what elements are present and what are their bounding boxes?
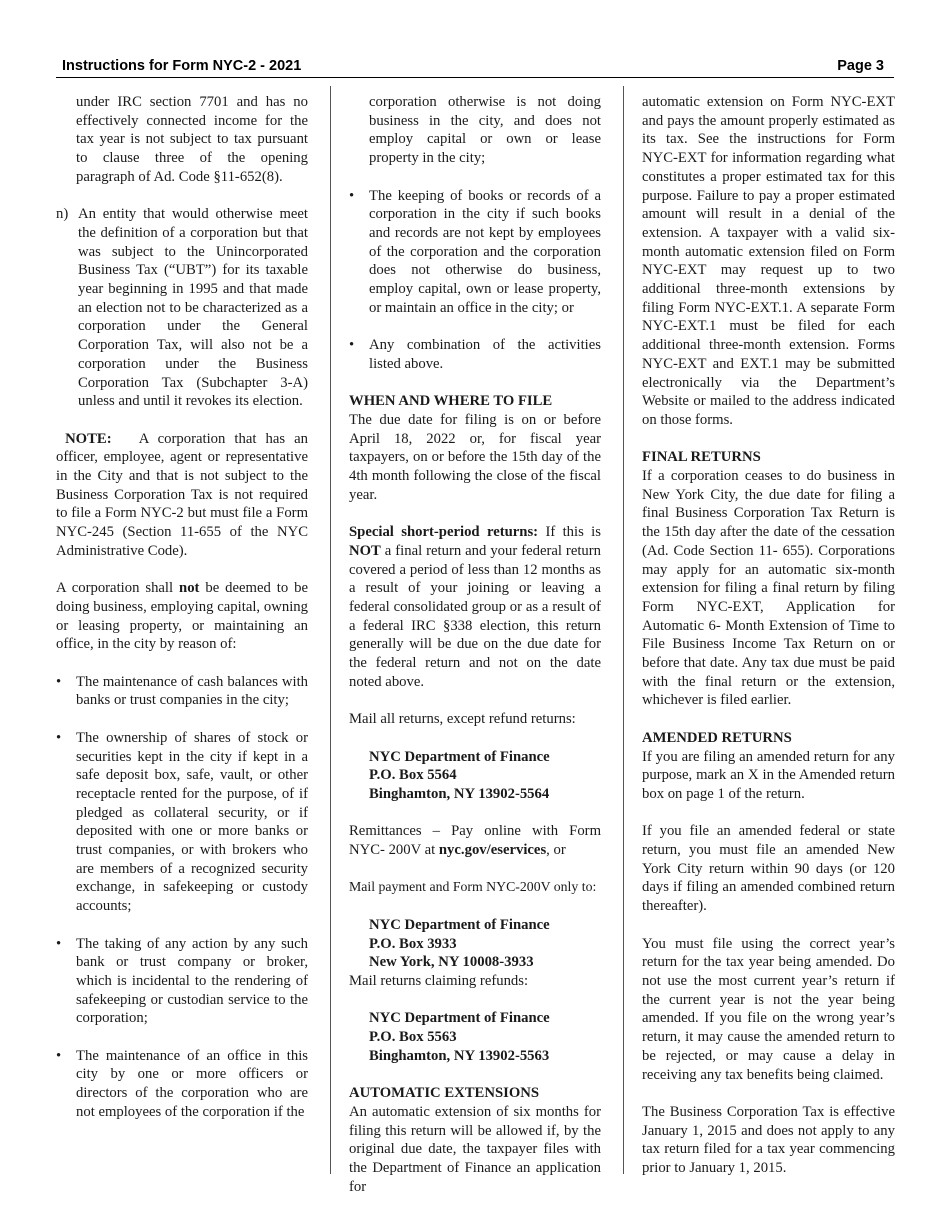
column-divider-1 [330,86,331,1174]
item-n [56,205,308,411]
item-n-label: n) [56,206,69,223]
column-divider-2 [623,86,624,1174]
shall-post: be deemed to be doing business, employing capital, owning or leasing property, or maintaining an office, in the city by reason of: [56,580,308,653]
special-post: a final return and your federal return covered a period of less than 12 months as a result of your joining or leaving a federal consolidated group or as a result of a federal IRC §338 election, this return generally will be due on the due date for the federal return and not on the date noted above. [349,542,601,690]
bullet-icon: • [349,337,355,354]
bullet-icon: • [56,935,62,952]
when-where-text: The due date for filing is on or before April 18, 2022 or, for fiscal year taxpayers, on or before the 15th day of the 4th month following the close of the fiscal year. [349,411,601,503]
bullet-icon: • [56,729,62,746]
document-title: Instructions for Form NYC-2 - 2021 [62,58,302,74]
address-line: NYC Department of Finance [369,748,550,765]
list-item-text: The maintenance of an office in this city by one or more officers or directors of the corporation who are not employees of the corporation if the [76,1047,308,1120]
remittances-paragraph [349,822,601,859]
remit-pre: Remittances – Pay online with Form NYC- 200V at [349,823,601,859]
business-corporation-tax-effective: The Business Corporation Tax is effective January 1, 2015 and does not apply to any tax return filed for a tax year commencing prior to January 1, 2015. [642,1103,895,1176]
address-line: New York, NY 10008-3933 [369,954,534,971]
special-pre: If this is [538,524,601,541]
automatic-extensions-continued: automatic extension on Form NYC-EXT and pays the amount properly estimated as its tax. See the instructions for Form NYC-EXT for information regarding what constitutes a proper estimated tax for this purpose. Failure to pay a proper estimated amount will result in a denial of the extension. A taxpayer with a valid six-month automatic extension filed on Form NYC-EXT may request up to two additional three-month extensions by filing Form NYC-EXT.1. A separate Form NYC-EXT.1 must be filed for each additional three-month extension. Forms NYC-EXT and EXT.1 may be submitted electronically via the Department’s Website or mailed to the address indicated on those forms. [642,94,895,428]
list-item-text: The keeping of books or records of a corporation in the city if such books and records are not kept by employees of the corporation and the corporation does not otherwise do business, employ capital, own or lease property, or maintain an office in the city; or [369,187,601,316]
list-item-text: The ownership of shares of stock or securities kept in the city if kept in a safe deposit box, safe, vault, or other receptacle rented for the purpose, of if pledged as collateral security, or if deposited with one or more banks or trust companies, or with brokers who are members of a recognized security exchange, in safekeeping or custody accounts; [76,729,308,915]
remit-post: , or [546,842,566,859]
page-header [56,56,894,78]
note-label: NOTE: [65,430,112,447]
section-heading-final-returns: FINAL RETURNS [642,449,761,466]
amended-returns-text-1: If you are filing an amended return for any purpose, mark an X in the Amended return box on page 1 of the return. [642,748,895,802]
list-item [56,729,308,916]
mail-refunds: Mail returns claiming refunds: [349,972,529,989]
column-3 [642,93,895,1178]
address-line: Binghamton, NY 13902-5564 [369,785,550,802]
bullet-icon: • [56,673,62,690]
list-item [56,1047,308,1122]
note-paragraph [56,430,308,561]
special-label: Special short-period returns: [349,524,539,541]
address-block-refunds [349,1009,601,1065]
bullet-icon: • [349,187,355,204]
list-item [56,935,308,1029]
address-line: P.O. Box 5563 [369,1029,457,1045]
address-block-payment [349,916,601,972]
section-heading-when-where: WHEN AND WHERE TO FILE [349,393,553,410]
column-2 [349,93,601,1196]
address-line: Binghamton, NY 13902-5563 [369,1047,550,1064]
address-line: P.O. Box 5564 [369,767,457,784]
list-item-text: The maintenance of cash balances with banks or trust companies in the city; [76,673,308,709]
page-number: Page 3 [837,58,884,74]
special-not: NOT [349,542,381,559]
mail-payment: Mail payment and Form NYC-200V only to: [349,879,597,895]
bullet-icon: • [56,1047,62,1064]
amended-returns-text-3: You must file using the correct year’s return for the tax year being amended. Do not use the most current year’s return if the current year is not the year being amended. If you file on the wrong year’s return, it may cause the amended return to be rejected, or may cause a delay in receiving any tax benefits being claimed. [642,935,895,1083]
mail-all-returns: Mail all returns, except refund returns: [349,711,576,728]
final-returns-text: If a corporation ceases to do business in New York City, the due date for filing a final Business Corporation Tax Return is the 15th day after the date of the cessation (Ad. Code Section 11- 655). Corporations may apply for an automatic six-month extension for filing a final return by filing Form NYC-EXT, Application for Automatic 6- Month Extension of Time to File Business Income Tax Return on or before that date. Any tax due must be paid with the final return or the extension, whichever is filed earlier. [642,468,895,709]
item-n-text: An entity that would otherwise meet the definition of a corporation but that was subject to the Unincorporated Business Tax (“UBT”) for its taxable year beginning in 1995 and that made an election not to be characterized as a corporation under the General Corporation Tax, will also not be a corporation under the Business Corporation Tax (Subchapter 3-A) unless and until it revokes its election. [78,206,308,410]
list-item-text: Any combination of the activities listed above. [369,337,601,372]
list-item-text: The taking of any action by any such bank or trust company or broker, which is incidental to the rendering of safekeeping or custodian service to the corporation; [76,935,308,1027]
not-doing-business-intro [56,579,308,654]
amended-returns-text-2: If you file an amended federal or state return, you must file an amended New York City return within 90 days (or 120 days if filing an amended combined return thereafter). [642,823,895,915]
list-item [349,336,601,373]
column-1 [56,93,308,1122]
shall-pre: A corporation shall [56,580,180,597]
continued-list-item: corporation otherwise is not doing business in the city, and does not employ capital or own or lease property in the city; [369,94,601,167]
address-line: P.O. Box 3933 [369,935,457,952]
list-item [349,187,601,318]
address-line: NYC Department of Finance [369,1010,550,1027]
shall-bold: not [179,580,200,597]
list-item [56,673,308,710]
continued-item-m: under IRC section 7701 and has no effectively connected income for the tax year is not subject to tax pursuant to clause three of the opening paragraph of Ad. Code §11-652(8). [76,94,308,185]
note-text: A corporation that has an officer, employee, agent or representative in the City and that is not subject to the Business Corporation Tax is not required to file a Form NYC-2 but must file a Form NYC-245 (Section 11-655 of the NYC Administrative Code). [56,430,309,559]
section-heading-amended-returns: AMENDED RETURNS [642,729,792,746]
address-block-returns [349,748,601,804]
special-short-period-paragraph [349,523,601,691]
eservices-link[interactable]: nyc.gov/eservices [438,842,547,859]
automatic-extensions-text: An automatic extension of six months for filing this return will be allowed if, by the original due date, the taxpayer files with the Department of Finance an application for [349,1103,601,1195]
address-line: NYC Department of Finance [369,916,550,933]
section-heading-automatic-extensions: AUTOMATIC EXTENSIONS [349,1085,540,1102]
